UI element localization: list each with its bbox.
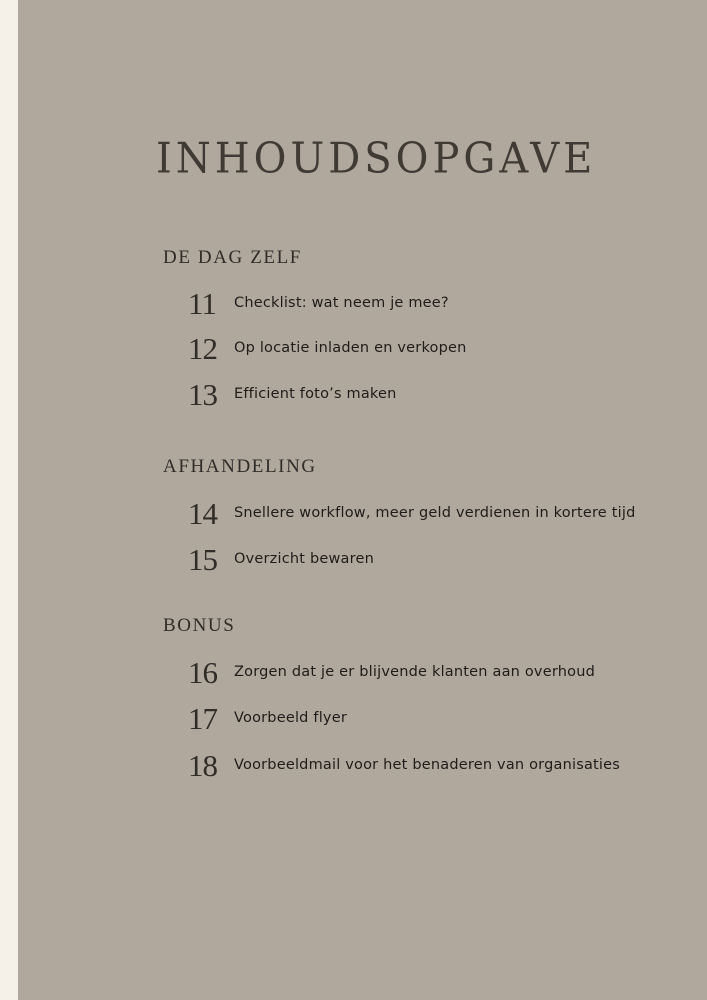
toc-entry xyxy=(188,701,347,735)
entry-title: Op locatie inladen en verkopen xyxy=(234,340,467,356)
toc-entry xyxy=(188,748,620,782)
toc-entry xyxy=(188,496,635,530)
toc-entry xyxy=(188,542,374,576)
page-number: 18 xyxy=(188,747,217,783)
entry-title: Efficient foto’s maken xyxy=(234,386,397,402)
section-title-bonus: BONUS xyxy=(163,615,236,636)
page-number: 16 xyxy=(188,654,217,690)
entry-title: Voorbeeld flyer xyxy=(234,710,347,726)
entry-title: Zorgen dat je er blijvende klanten aan overhoud xyxy=(234,664,595,680)
toc-entry xyxy=(188,655,595,689)
page-number: 11 xyxy=(188,285,216,321)
toc-entry xyxy=(188,331,467,365)
entry-title: Checklist: wat neem je mee? xyxy=(234,295,449,311)
page-title: INHOUDSOPGAVE xyxy=(156,134,597,184)
section-title-afhandeling: AFHANDELING xyxy=(163,456,317,477)
page-number: 17 xyxy=(188,700,217,736)
page-number: 13 xyxy=(188,376,217,412)
page-number: 14 xyxy=(188,495,217,531)
entry-title: Voorbeeldmail voor het benaderen van organisaties xyxy=(234,757,621,773)
entry-title: Snellere workflow, meer geld verdienen in kortere tijd xyxy=(234,505,636,521)
document-page xyxy=(18,0,707,1000)
page-number: 12 xyxy=(188,330,217,366)
toc-entry xyxy=(188,377,397,411)
entry-title: Overzicht bewaren xyxy=(234,551,374,567)
page-number: 15 xyxy=(188,541,217,577)
toc-entry xyxy=(188,286,449,320)
section-title-de-dag-zelf: DE DAG ZELF xyxy=(163,247,302,268)
